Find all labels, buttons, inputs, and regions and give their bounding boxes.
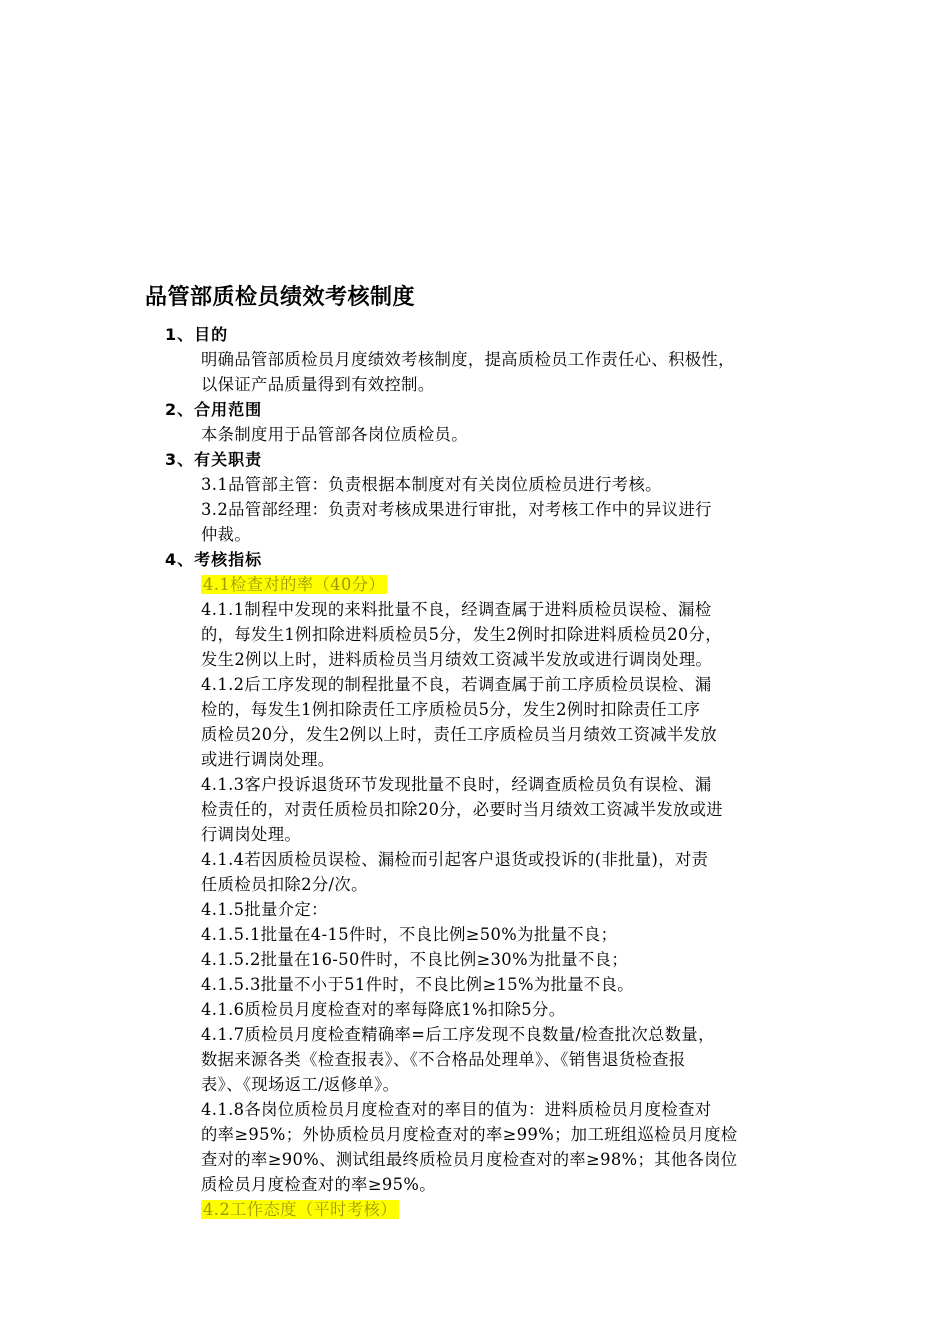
paragraph-line: 以保证产品质量得到有效控制。 <box>201 375 435 394</box>
paragraph-line: 表》、《现场返工/返修单》。 <box>201 1075 400 1094</box>
paragraph-line: 的率≥95%；外协质检员月度检查对的率≥99%；加工班组巡检员月度检 <box>201 1125 738 1144</box>
subheading-inspection-accuracy <box>201 573 387 597</box>
paragraph-line: 4.1.5.2批量在16-50件时，不良比例≥30%为批量不良； <box>201 950 629 969</box>
paragraph-line: 4.1.5批量介定： <box>201 900 328 919</box>
paragraph-line: 检的，每发生1例扣除责任工序质检员5分，发生2例时扣除责任工序 <box>201 700 701 719</box>
paragraph-line: 明确品管部质检员月度绩效考核制度，提高质检员工作责任心、积极性， <box>201 350 735 369</box>
paragraph-line: 3.2品管部经理：负责对考核成果进行审批，对考核工作中的异议进行 <box>201 500 712 519</box>
paragraph-line: 的，每发生1例扣除进料质检员5分，发生2例时扣除进料质检员20分， <box>201 625 722 644</box>
paragraph-line: 4.1.2后工序发现的制程批量不良，若调查属于前工序质检员误检、漏 <box>201 675 712 694</box>
paragraph-line: 检责任的，对责任质检员扣除20分，必要时当月绩效工资减半发放或进 <box>201 800 723 819</box>
paragraph-line: 4.1.4若因质检员误检、漏检而引起客户退货或投诉的(非批量)，对责 <box>201 850 709 869</box>
paragraph-line: 查对的率≥90%、测试组最终质检员月度检查对的率≥98%；其他各岗位 <box>201 1150 738 1169</box>
paragraph-line: 4.1.8各岗位质检员月度检查对的率目的值为：进料质检员月度检查对 <box>201 1100 712 1119</box>
paragraph-line: 质检员20分，发生2例以上时，责任工序质检员当月绩效工资减半发放 <box>201 725 718 744</box>
paragraph-line: 仲裁。 <box>201 525 252 544</box>
section-heading-scope: 2、合用范围 <box>165 400 263 419</box>
paragraph-line: 任质检员扣除2分/次。 <box>201 875 368 894</box>
paragraph-line: 4.1.5.1批量在4-15件时，不良比例≥50%为批量不良； <box>201 925 618 944</box>
paragraph-line: 行调岗处理。 <box>201 825 302 844</box>
highlighted-subheading: 4.2工作态度（平时考核） <box>203 1200 397 1219</box>
paragraph-line: 4.1.5.3批量不小于51件时，不良比例≥15%为批量不良。 <box>201 975 634 994</box>
paragraph-line: 4.1.3客户投诉退货环节发现批量不良时，经调查质检员负有误检、漏 <box>201 775 712 794</box>
paragraph-line: 或进行调岗处理。 <box>201 750 335 769</box>
highlighted-subheading: 4.1检查对的率（40分） <box>203 575 386 594</box>
section-heading-purpose: 1、目的 <box>165 325 229 344</box>
paragraph-line: 发生2例以上时，进料质检员当月绩效工资减半发放或进行调岗处理。 <box>201 650 713 669</box>
paragraph-line: 质检员月度检查对的率≥95%。 <box>201 1175 436 1194</box>
paragraph-line: 数据来源各类《检查报表》、《不合格品处理单》、《销售退货检查报 <box>201 1050 686 1069</box>
subheading-work-attitude <box>201 1198 399 1222</box>
paragraph-line: 3.1品管部主管：负责根据本制度对有关岗位质检员进行考核。 <box>201 475 662 494</box>
section-heading-indicators: 4、考核指标 <box>165 550 263 569</box>
paragraph-line: 4.1.1制程中发现的来料批量不良，经调查属于进料质检员误检、漏检 <box>201 600 712 619</box>
paragraph-line: 4.1.6质检员月度检查对的率每降底1%扣除5分。 <box>201 1000 566 1019</box>
paragraph-line: 本条制度用于品管部各岗位质检员。 <box>201 425 468 444</box>
document-title: 品管部质检员绩效考核制度 <box>145 285 416 310</box>
paragraph-line: 4.1.7质检员月度检查精确率=后工序发现不良数量/检查批次总数量， <box>201 1025 715 1044</box>
section-heading-responsibilities: 3、有关职责 <box>165 450 263 469</box>
